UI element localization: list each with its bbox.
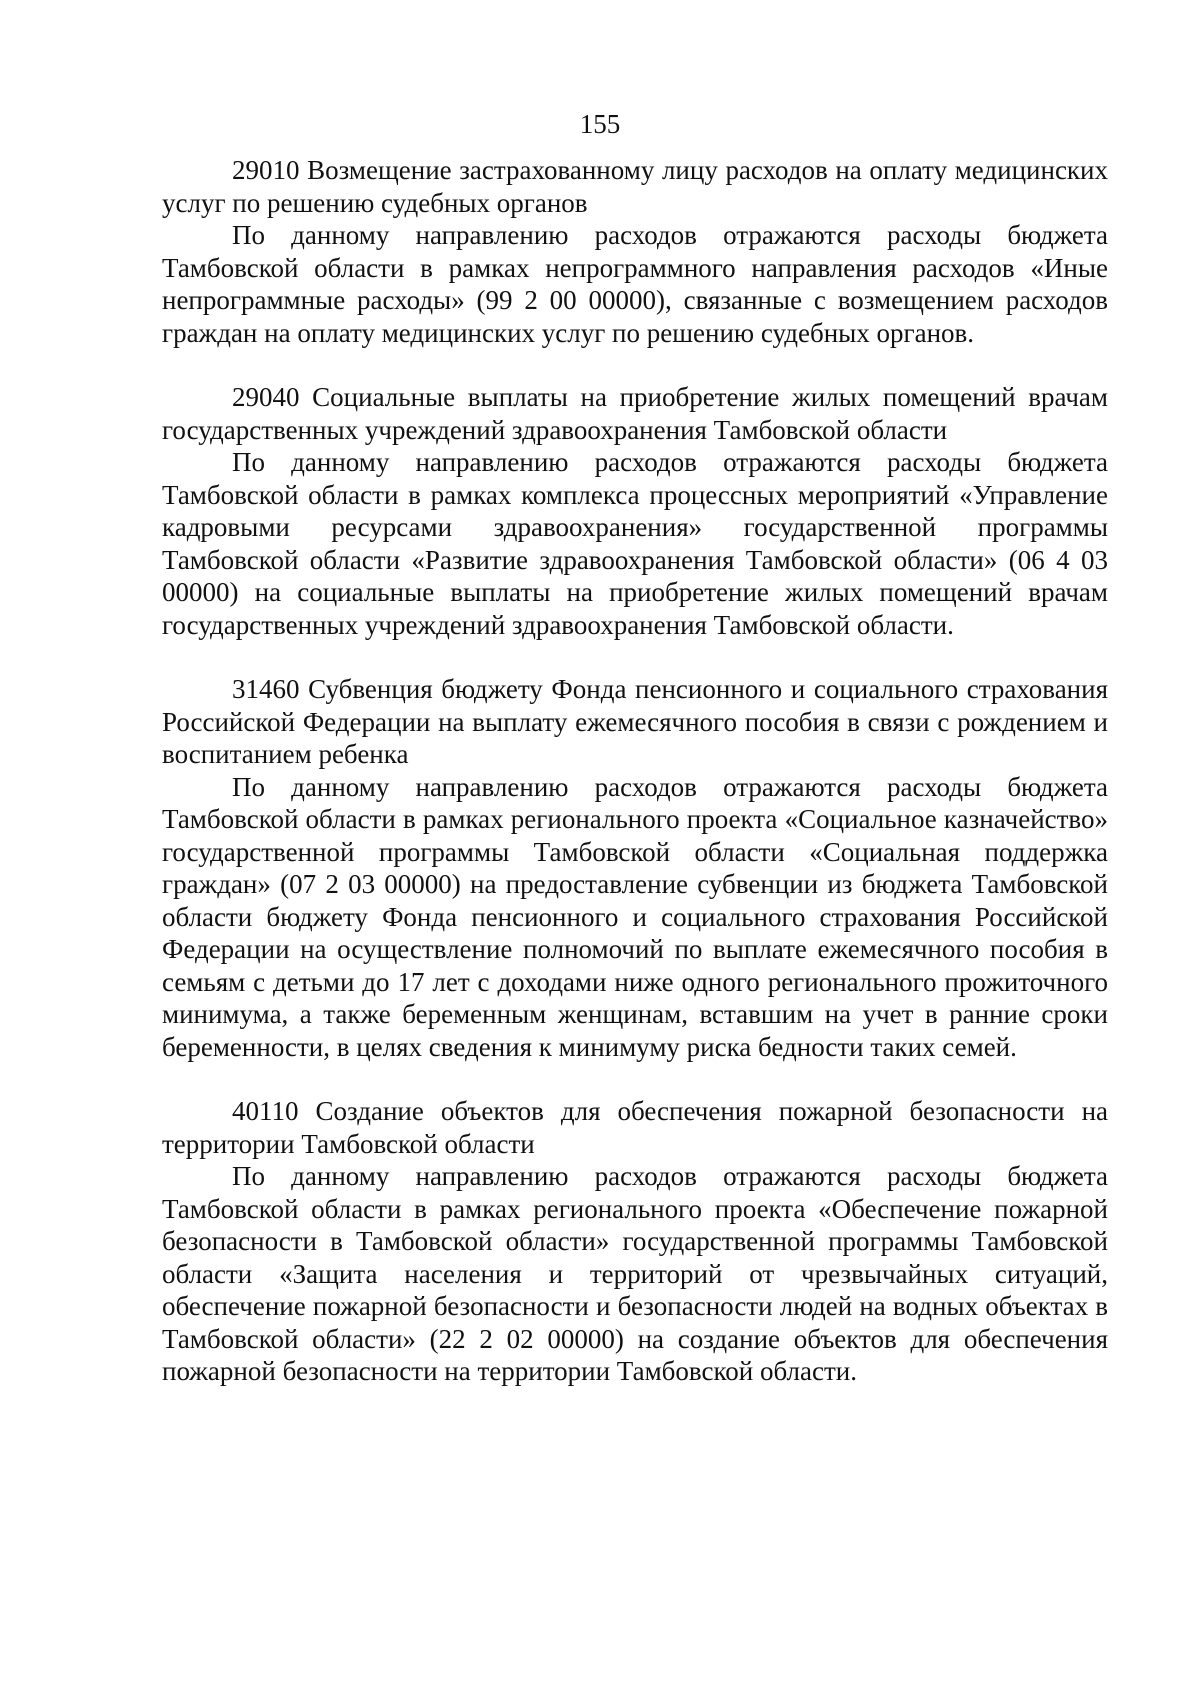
section-31460 bbox=[162, 673, 1108, 1063]
section-body: По данному направлению расходов отражаются расходы бюджета Тамбовской области в рамках регионального проекта «Социальное казначейство» государственной программы Тамбовской области «Социальная поддержка граждан» (07 2 03 00000) на предоставление субвенции из бюджета Тамбовской области бюджету Фонда пенсионного и социального страхования Российской Федерации на осуществление полномочий по выплате ежемесячного пособия в семьям с детьми до 17 лет с доходами ниже одного регионального прожиточного минимума, а также беременным женщинам, вставшим на учет в ранние сроки беременности, в целях сведения к минимуму риска бедности таких семей. bbox=[162, 771, 1108, 1062]
section-29040 bbox=[162, 381, 1108, 641]
section-body: По данному направлению расходов отражаются расходы бюджета Тамбовской области в рамках комплекса процессных мероприятий «Управление кадровыми ресурсами здравоохранения» государственной программы Тамбовской области «Развитие здравоохранения Тамбовской области» (06 4 03 00000) на социальные выплаты на приобретение жилых помещений врачам государственных учреждений здравоохранения Тамбовской области. bbox=[162, 447, 1108, 640]
section-heading: 29040 Социальные выплаты на приобретение жилых помещений врачам государственных учреждений здравоохранения Тамбовской области bbox=[162, 382, 1108, 445]
section-heading: 31460 Субвенция бюджету Фонда пенсионного и социального страхования Российской Федерации на выплату ежемесячного пособия в связи с рождением и воспитанием ребенка bbox=[162, 674, 1108, 769]
section-40110 bbox=[162, 1095, 1108, 1388]
page-number: 155 bbox=[579, 109, 621, 139]
section-body: По данному направлению расходов отражаются расходы бюджета Тамбовской области в рамках регионального проекта «Обеспечение пожарной безопасности в Тамбовской области» государственной программы Тамбовской области «Защита населения и территорий от чрезвычайных ситуаций, обеспечение пожарной безопасности и безопасности людей на водных объектах в Тамбовской области» (22 2 02 00000) на создание объектов для обеспечения пожарной безопасности на территории Тамбовской области. bbox=[162, 1161, 1108, 1386]
section-body: По данному направлению расходов отражаются расходы бюджета Тамбовской области в рамках непрограммного направления расходов «Иные непрограммные расходы» (99 2 00 00000), связанные с возмещением расходов граждан на оплату медицинских услуг по решению судебных органов. bbox=[162, 220, 1108, 348]
section-heading: 29010 Возмещение застрахованному лицу расходов на оплату медицинских услуг по решению судебных органов bbox=[162, 155, 1108, 218]
section-heading: 40110 Создание объектов для обеспечения пожарной безопасности на территории Тамбовской области bbox=[162, 1096, 1108, 1159]
document-body bbox=[162, 154, 1108, 1388]
section-29010 bbox=[162, 154, 1108, 349]
